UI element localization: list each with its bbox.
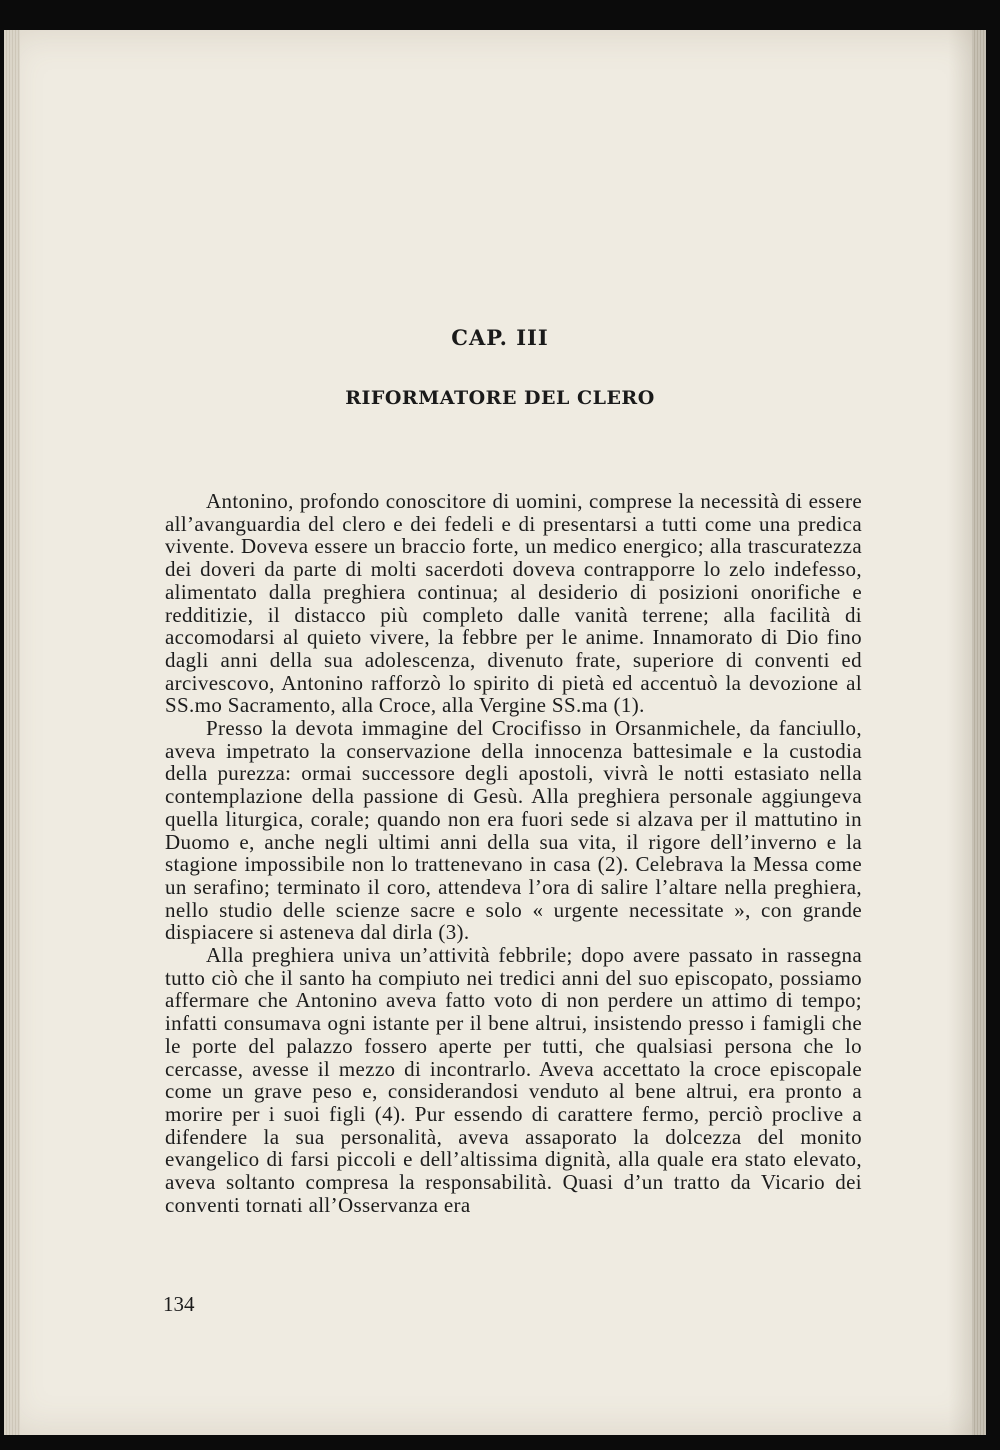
- spine-shadow: [948, 30, 972, 1435]
- page-edge-left: [4, 30, 20, 1435]
- chapter-title: RIFORMATORE DEL CLERO: [345, 387, 655, 409]
- page-number: 134: [163, 1292, 195, 1316]
- paragraph: Alla preghiera univa un’attività febbrile; dopo avere passato in rassegna tutto ciò che il santo ha compiuto nei tredici anni del suo episcopato, possiamo affermare che Antonino aveva fatto voto di non perdere un attimo di tempo; infatti consumava ogni istante per il bene altrui, insistendo presso i famigli che le porte del palazzo fossero aperte per tutti, che qualsiasi persona che lo cercasse, avesse il mezzo di incontrarlo. Aveva accettato la croce episcopale come un grave peso e, considerandosi venduto al bene altrui, era pronto a morire per i suoi figli (4). Pur essendo di carattere fermo, perciò proclive a difendere la sua personalità, aveva assaporato la dolcezza del monito evangelico di farsi piccoli e dell’altissima dignità, alla quale era stato elevato, aveva soltanto compresa la responsabilità. Quasi d’un tratto da Vicario dei conventi tornati all’Osservanza era: [165, 943, 862, 1217]
- paragraph: Presso la devota immagine del Crocifisso in Orsanmichele, da fanciullo, aveva impetrato la conservazione della innocenza battesimale e la custodia della purezza: ormai successore degli apostoli, vivrà le notti estasiato nella contemplazione della passione di Gesù. Alla preghiera personale aggiungeva quella liturgica, corale; quando non era fuori sede si alzava per il mattutino in Duomo e, anche negli ultimi anni della sua vita, il rigore dell’inverno e la stagione impossibile non lo trattenevano in casa (2). Celebrava la Messa come un serafino; terminato il coro, attendeva l’ora di salire l’altare nella preghiera, nello studio delle scienze sacre e solo « urgente necessitate », con grande dispiacere si asteneva dal dirla (3).: [165, 716, 862, 945]
- page-edge-right: [972, 30, 986, 1435]
- paragraph: Antonino, profondo conoscitore di uomini, comprese la necessità di essere all’avanguardia del clero e dei fedeli e di presentarsi a tutti come una predica vivente. Doveva essere un braccio forte, un medico energico; alla trascuratezza dei doveri da parte di molti sacerdoti doveva contrapporre lo zelo indefesso, alimentato dalla preghiera continua; al desiderio di posizioni onorifiche e redditizie, il distacco più completo dalle vanità terrene; alla facilità di accomodarsi al quieto vivere, la febbre per le anime. Innamorato di Dio fino dagli anni della sua adolescenza, divenuto frate, superiore di conventi ed arcivescovo, Antonino rafforzò lo spirito di pietà ed accentuò la devozione al SS.mo Sacramento, alla Croce, alla Vergine SS.ma (1).: [165, 489, 862, 718]
- chapter-label: CAP. III: [451, 325, 549, 350]
- body-text: [165, 490, 862, 1217]
